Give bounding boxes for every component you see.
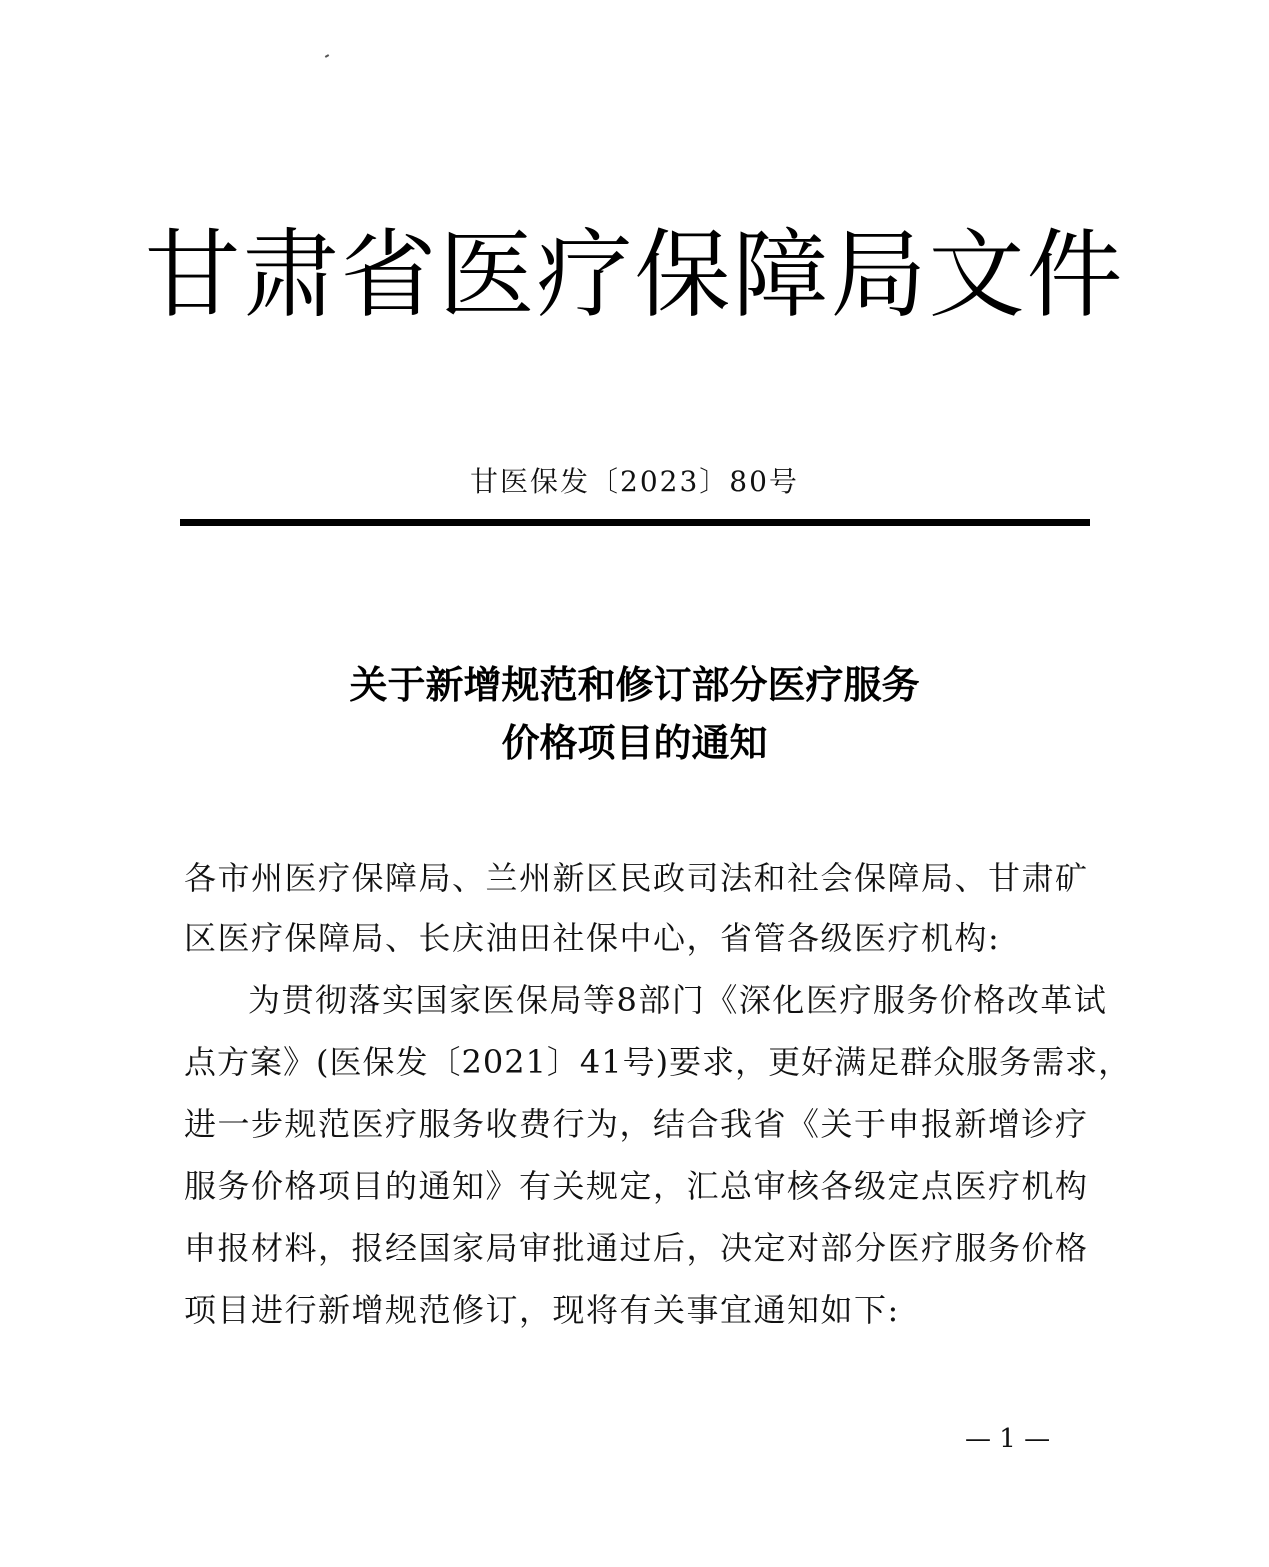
body-line-7: 申报材料，报经国家局审批通过后，决定对部分医疗服务价格: [184, 1229, 1089, 1267]
body-line-2: 区医疗保障局、长庆油田社保中心，省管各级医疗机构:: [184, 919, 1001, 957]
scan-speck: [325, 54, 329, 58]
body-line-6: 服务价格项目的通知》有关规定，汇总审核各级定点医疗机构: [184, 1167, 1089, 1205]
body-line-4: 点方案》(医保发〔2021〕41号)要求，更好满足群众服务需求，: [184, 1043, 1132, 1081]
body-line-1: 各市州医疗保障局、兰州新区民政司法和社会保障局、甘肃矿: [184, 859, 1089, 897]
page-number: — 1 —: [965, 1424, 1051, 1454]
body-line-3: 为贯彻落实国家医保局等8部门《深化医疗服务价格改革试: [248, 981, 1108, 1019]
red-header-rule: [180, 519, 1090, 526]
document-number: 甘医保发〔2023〕80号: [470, 465, 799, 498]
notice-title-line-1: 关于新增规范和修订部分医疗服务: [349, 663, 920, 707]
body-line-5: 进一步规范医疗服务收费行为，结合我省《关于申报新增诊疗: [184, 1105, 1089, 1143]
issuer-header-title: 甘肃省医疗保障局文件: [144, 219, 1125, 331]
notice-title-line-2: 价格项目的通知: [501, 721, 768, 765]
body-line-8: 项目进行新增规范修订，现将有关事宜通知如下:: [184, 1291, 900, 1329]
